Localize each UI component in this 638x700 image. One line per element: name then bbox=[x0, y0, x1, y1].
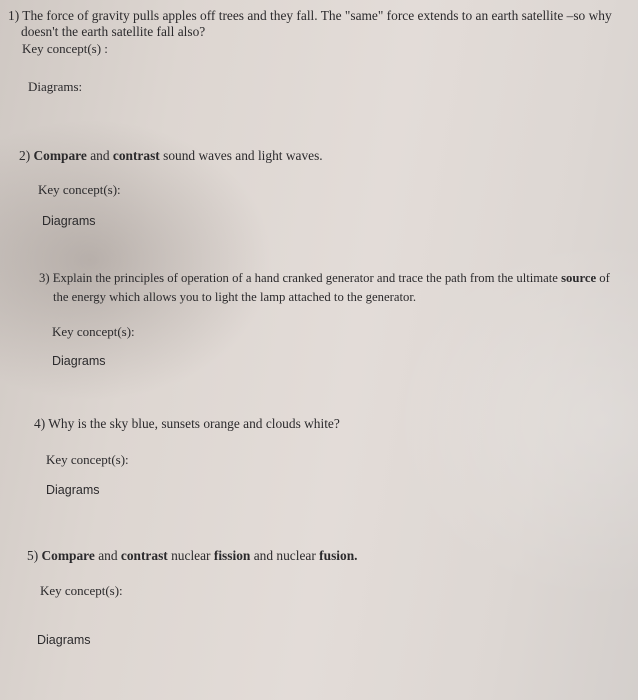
question-1-key-concepts-label: Key concept(s) : bbox=[22, 41, 108, 56]
question-5-fission: fission bbox=[213, 548, 251, 563]
question-1-diagrams-label: Diagrams: bbox=[28, 79, 83, 94]
question-2-text bbox=[19, 148, 323, 164]
question-5-number: 5) bbox=[27, 548, 39, 563]
question-5-text bbox=[27, 548, 357, 564]
question-4-key-concepts-label: Key concept(s): bbox=[46, 452, 129, 467]
question-2-compare: Compare bbox=[33, 148, 87, 163]
question-3-text-b: of bbox=[599, 271, 610, 285]
question-5-diagrams-label: Diagrams bbox=[37, 633, 91, 647]
question-3-key-concepts-label: Key concept(s): bbox=[52, 324, 135, 339]
question-1-line-2: doesn't the earth satellite fall also? bbox=[21, 24, 206, 39]
question-3-line-1 bbox=[39, 270, 610, 286]
question-2-number: 2) bbox=[19, 148, 31, 163]
question-2-diagrams-label: Diagrams bbox=[42, 214, 96, 228]
question-2-key-concepts-label: Key concept(s): bbox=[38, 182, 121, 197]
question-5-and-nuclear: and nuclear bbox=[253, 548, 316, 563]
question-5-fusion: fusion. bbox=[319, 548, 358, 563]
question-2-rest: sound waves and light waves. bbox=[163, 148, 323, 163]
question-3-source: source bbox=[561, 271, 597, 285]
question-5-nuclear: nuclear bbox=[171, 548, 211, 563]
question-5-contrast: contrast bbox=[120, 548, 168, 563]
question-5-compare: Compare bbox=[41, 548, 95, 563]
question-3-line-2: the energy which allows you to light the lamp attached to the generator. bbox=[53, 290, 417, 304]
question-4-text: 4) Why is the sky blue, sunsets orange and clouds white? bbox=[34, 416, 340, 431]
question-1-line-1: 1) The force of gravity pulls apples off trees and they fall. The "same" force extends to an earth satellite –so why bbox=[8, 8, 612, 23]
question-2-contrast: contrast bbox=[112, 148, 160, 163]
question-5-key-concepts-label: Key concept(s): bbox=[40, 583, 123, 598]
question-3-diagrams-label: Diagrams bbox=[52, 354, 106, 368]
question-2-and: and bbox=[90, 148, 110, 163]
question-3-text-a: 3) Explain the principles of operation of a hand cranked generator and trace the path from the ultimate bbox=[39, 271, 558, 285]
question-5-and: and bbox=[98, 548, 118, 563]
question-4-diagrams-label: Diagrams bbox=[46, 483, 100, 497]
